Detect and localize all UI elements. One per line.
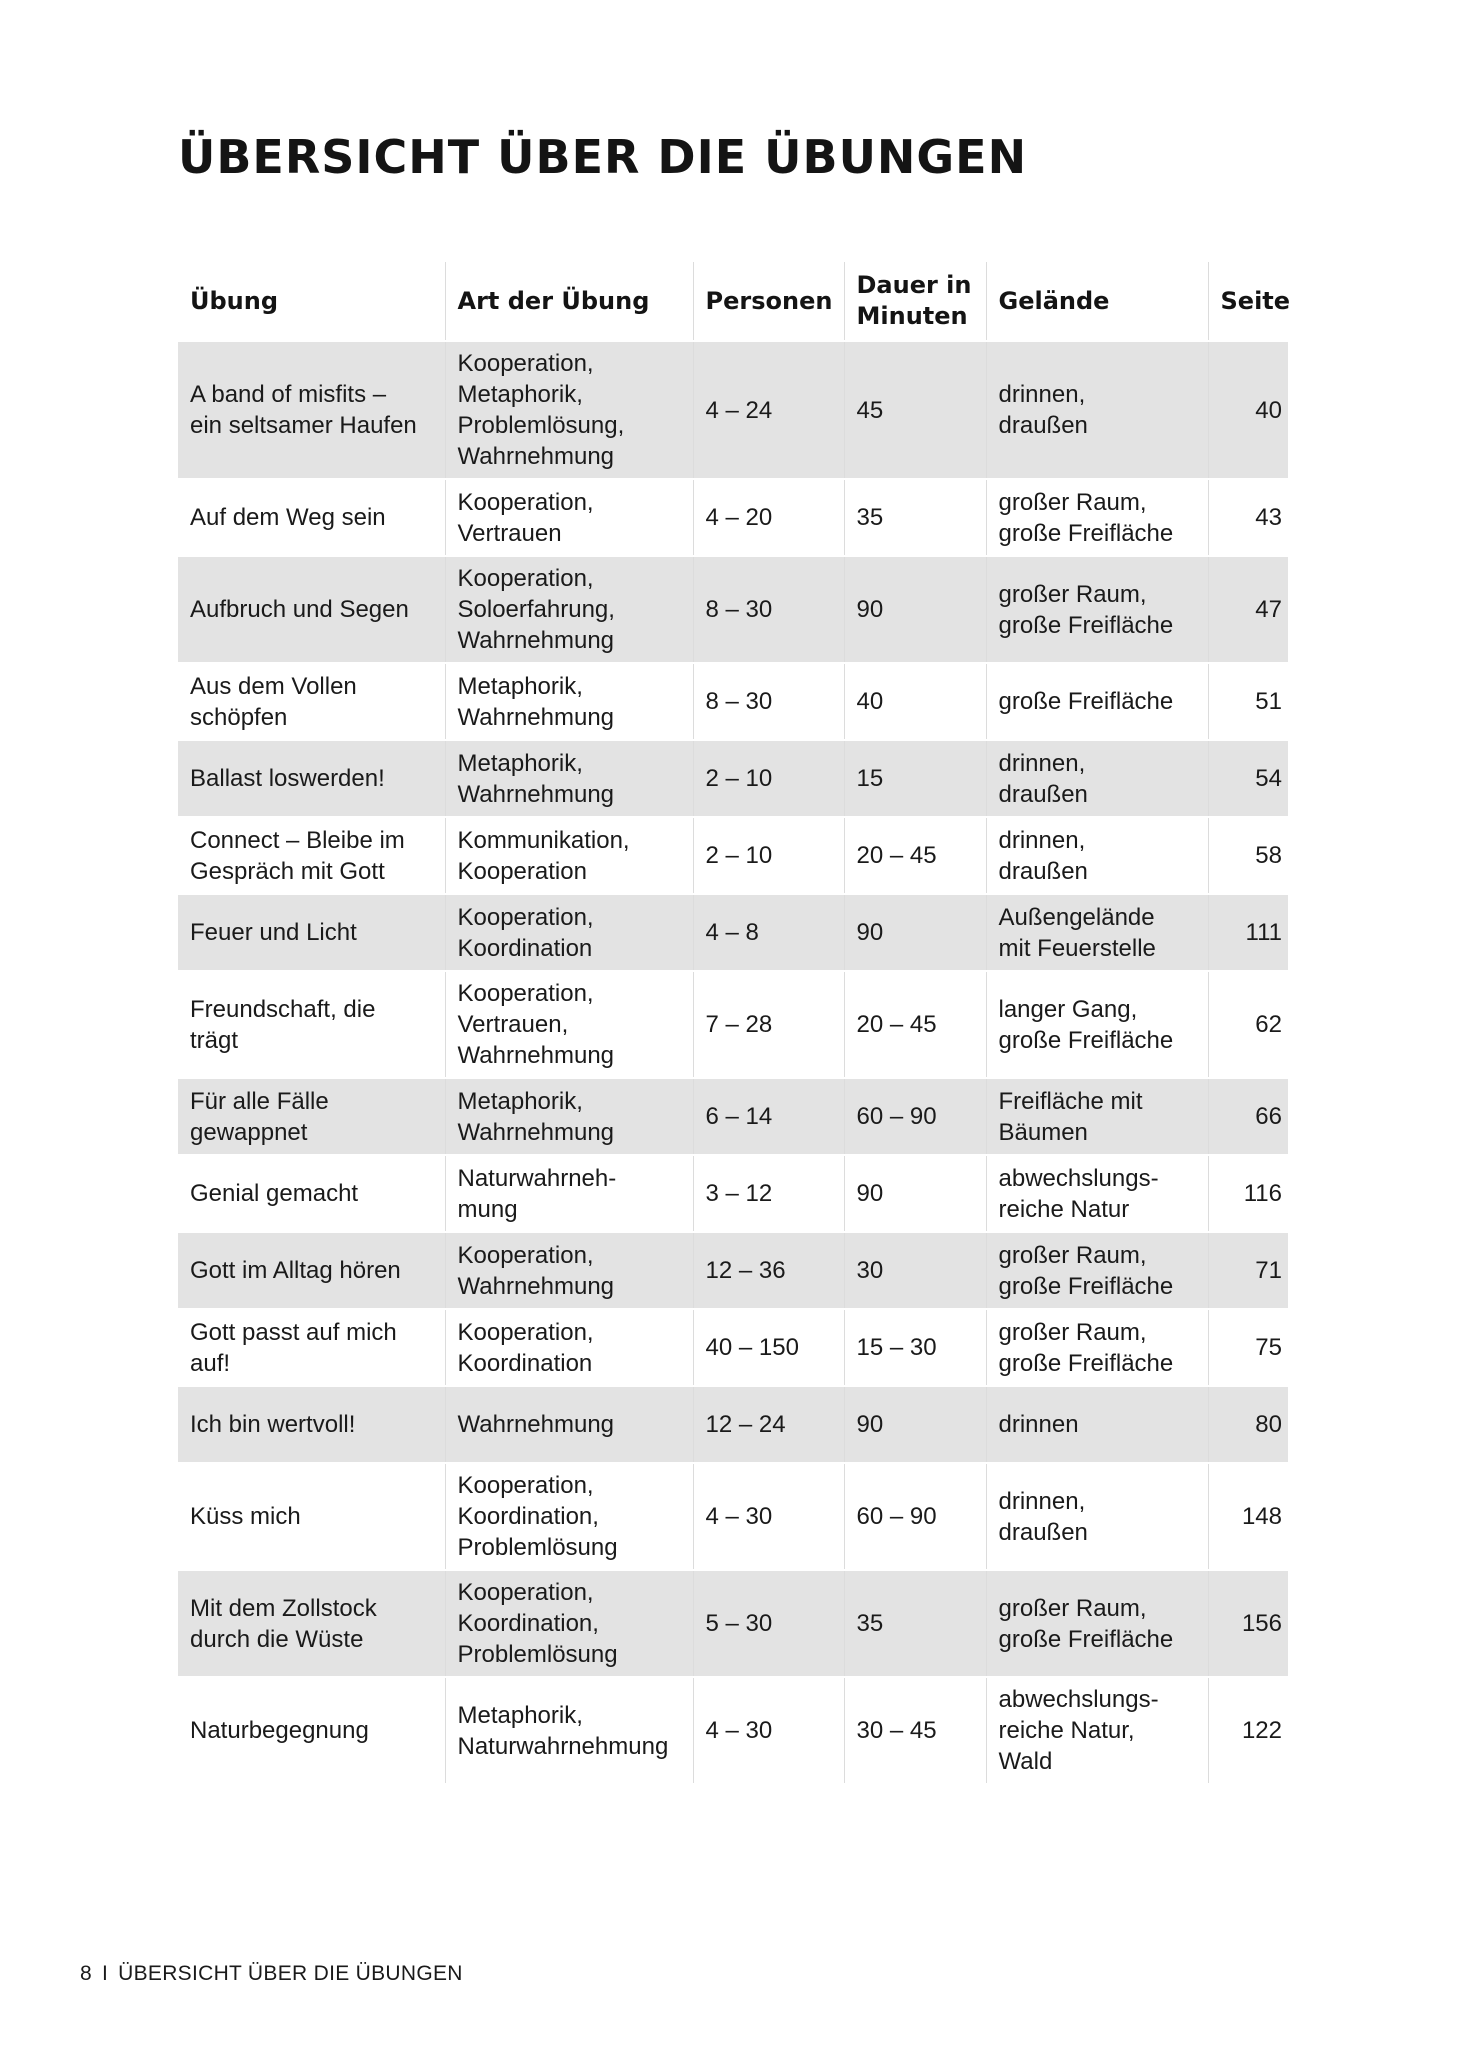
cell-gelaende: abwechslungs- reiche Natur, Wald <box>986 1677 1208 1783</box>
cell-gelaende: drinnen, draußen <box>986 817 1208 894</box>
cell-seite: 58 <box>1208 817 1288 894</box>
cell-dauer: 90 <box>844 556 986 663</box>
cell-gelaende: drinnen, draußen <box>986 1463 1208 1570</box>
cell-personen: 7 – 28 <box>693 971 844 1078</box>
cell-dauer: 15 <box>844 740 986 817</box>
table-row <box>178 1232 1288 1309</box>
table-row <box>178 1463 1288 1570</box>
cell-seite: 148 <box>1208 1463 1288 1570</box>
cell-art: Naturwahrneh- mung <box>445 1155 693 1232</box>
cell-dauer: 40 <box>844 663 986 740</box>
cell-dauer: 15 – 30 <box>844 1309 986 1386</box>
cell-seite: 54 <box>1208 740 1288 817</box>
footer-section: ÜBERSICHT ÜBER DIE ÜBUNGEN <box>118 1962 463 1985</box>
cell-personen: 4 – 30 <box>693 1677 844 1783</box>
table-row <box>178 556 1288 663</box>
table-header-row <box>178 262 1288 341</box>
header-art: Art der Übung <box>445 262 693 341</box>
page-title: ÜBERSICHT ÜBER DIE ÜBUNGEN <box>178 130 1028 184</box>
cell-uebung: Aus dem Vollen schöpfen <box>178 663 445 740</box>
cell-seite: 116 <box>1208 1155 1288 1232</box>
cell-art: Kooperation, Vertrauen, Wahrnehmung <box>445 971 693 1078</box>
table-row <box>178 663 1288 740</box>
cell-seite: 71 <box>1208 1232 1288 1309</box>
cell-art: Kooperation, Metaphorik, Problemlösung, Wahrnehmung <box>445 341 693 479</box>
cell-uebung: Feuer und Licht <box>178 894 445 971</box>
cell-art: Metaphorik, Wahrnehmung <box>445 663 693 740</box>
cell-seite: 80 <box>1208 1386 1288 1463</box>
cell-dauer: 30 <box>844 1232 986 1309</box>
cell-uebung: Freundschaft, die trägt <box>178 971 445 1078</box>
cell-gelaende: drinnen <box>986 1386 1208 1463</box>
cell-seite: 62 <box>1208 971 1288 1078</box>
cell-seite: 122 <box>1208 1677 1288 1783</box>
table-row <box>178 894 1288 971</box>
cell-seite: 156 <box>1208 1570 1288 1677</box>
cell-dauer: 35 <box>844 1570 986 1677</box>
cell-gelaende: großer Raum, große Freifläche <box>986 1309 1208 1386</box>
cell-uebung: Gott passt auf mich auf! <box>178 1309 445 1386</box>
cell-uebung: Auf dem Weg sein <box>178 479 445 556</box>
table-row <box>178 1078 1288 1155</box>
table-row <box>178 1155 1288 1232</box>
cell-personen: 12 – 36 <box>693 1232 844 1309</box>
cell-art: Kooperation, Koordination <box>445 1309 693 1386</box>
cell-dauer: 20 – 45 <box>844 817 986 894</box>
table-row <box>178 1309 1288 1386</box>
cell-personen: 8 – 30 <box>693 663 844 740</box>
cell-personen: 2 – 10 <box>693 817 844 894</box>
cell-gelaende: drinnen, draußen <box>986 341 1208 479</box>
table-row <box>178 1570 1288 1677</box>
table-row <box>178 1677 1288 1783</box>
cell-seite: 66 <box>1208 1078 1288 1155</box>
cell-art: Kooperation, Vertrauen <box>445 479 693 556</box>
table-body <box>178 341 1288 1783</box>
header-dauer: Dauer in Minuten <box>844 262 986 341</box>
cell-personen: 6 – 14 <box>693 1078 844 1155</box>
header-personen: Personen <box>693 262 844 341</box>
header-seite: Seite <box>1208 262 1288 341</box>
header-gelaende: Gelände <box>986 262 1208 341</box>
cell-gelaende: langer Gang, große Freifläche <box>986 971 1208 1078</box>
cell-uebung: A band of misfits – ein seltsamer Haufen <box>178 341 445 479</box>
cell-gelaende: großer Raum, große Freifläche <box>986 556 1208 663</box>
footer-separator: I <box>101 1962 109 1985</box>
cell-seite: 111 <box>1208 894 1288 971</box>
cell-personen: 3 – 12 <box>693 1155 844 1232</box>
table-row <box>178 817 1288 894</box>
cell-uebung: Connect – Bleibe im Gespräch mit Gott <box>178 817 445 894</box>
cell-art: Kooperation, Koordination <box>445 894 693 971</box>
cell-dauer: 60 – 90 <box>844 1078 986 1155</box>
cell-art: Wahrnehmung <box>445 1386 693 1463</box>
cell-personen: 2 – 10 <box>693 740 844 817</box>
cell-gelaende: Außengelände mit Feuerstelle <box>986 894 1208 971</box>
cell-dauer: 60 – 90 <box>844 1463 986 1570</box>
cell-gelaende: abwechslungs- reiche Natur <box>986 1155 1208 1232</box>
cell-uebung: Für alle Fälle gewappnet <box>178 1078 445 1155</box>
cell-personen: 40 – 150 <box>693 1309 844 1386</box>
table-row <box>178 479 1288 556</box>
cell-art: Kooperation, Koordination, Problemlösung <box>445 1463 693 1570</box>
page-number: 8 <box>80 1962 92 1985</box>
table-row <box>178 971 1288 1078</box>
table-row <box>178 1386 1288 1463</box>
cell-dauer: 30 – 45 <box>844 1677 986 1783</box>
cell-personen: 5 – 30 <box>693 1570 844 1677</box>
cell-seite: 51 <box>1208 663 1288 740</box>
cell-uebung: Genial gemacht <box>178 1155 445 1232</box>
cell-art: Kooperation, Koordination, Problemlösung <box>445 1570 693 1677</box>
cell-art: Kommunikation, Kooperation <box>445 817 693 894</box>
table-row <box>178 341 1288 479</box>
cell-personen: 8 – 30 <box>693 556 844 663</box>
cell-seite: 43 <box>1208 479 1288 556</box>
table-row <box>178 740 1288 817</box>
cell-uebung: Küss mich <box>178 1463 445 1570</box>
cell-gelaende: große Freifläche <box>986 663 1208 740</box>
cell-dauer: 90 <box>844 1155 986 1232</box>
cell-art: Kooperation, Soloerfahrung, Wahrnehmung <box>445 556 693 663</box>
cell-dauer: 45 <box>844 341 986 479</box>
cell-gelaende: großer Raum, große Freifläche <box>986 479 1208 556</box>
cell-dauer: 90 <box>844 894 986 971</box>
cell-seite: 47 <box>1208 556 1288 663</box>
cell-uebung: Ballast loswerden! <box>178 740 445 817</box>
cell-dauer: 20 – 45 <box>844 971 986 1078</box>
cell-uebung: Aufbruch und Segen <box>178 556 445 663</box>
cell-seite: 40 <box>1208 341 1288 479</box>
cell-art: Metaphorik, Wahrnehmung <box>445 740 693 817</box>
cell-dauer: 35 <box>844 479 986 556</box>
cell-personen: 4 – 30 <box>693 1463 844 1570</box>
page-footer <box>80 1962 463 1986</box>
cell-seite: 75 <box>1208 1309 1288 1386</box>
cell-uebung: Ich bin wertvoll! <box>178 1386 445 1463</box>
header-uebung: Übung <box>190 286 279 315</box>
cell-personen: 4 – 8 <box>693 894 844 971</box>
cell-art: Metaphorik, Wahrnehmung <box>445 1078 693 1155</box>
cell-uebung: Gott im Alltag hören <box>178 1232 445 1309</box>
cell-gelaende: Freifläche mit Bäumen <box>986 1078 1208 1155</box>
cell-gelaende: großer Raum, große Freifläche <box>986 1232 1208 1309</box>
cell-personen: 4 – 20 <box>693 479 844 556</box>
cell-art: Kooperation, Wahrnehmung <box>445 1232 693 1309</box>
cell-gelaende: drinnen, draußen <box>986 740 1208 817</box>
cell-art: Metaphorik, Naturwahrnehmung <box>445 1677 693 1783</box>
cell-personen: 4 – 24 <box>693 341 844 479</box>
exercise-overview-table <box>178 262 1291 1783</box>
cell-dauer: 90 <box>844 1386 986 1463</box>
cell-uebung: Mit dem Zollstock durch die Wüste <box>178 1570 445 1677</box>
cell-uebung: Naturbegegnung <box>178 1677 445 1783</box>
cell-gelaende: großer Raum, große Freifläche <box>986 1570 1208 1677</box>
cell-personen: 12 – 24 <box>693 1386 844 1463</box>
